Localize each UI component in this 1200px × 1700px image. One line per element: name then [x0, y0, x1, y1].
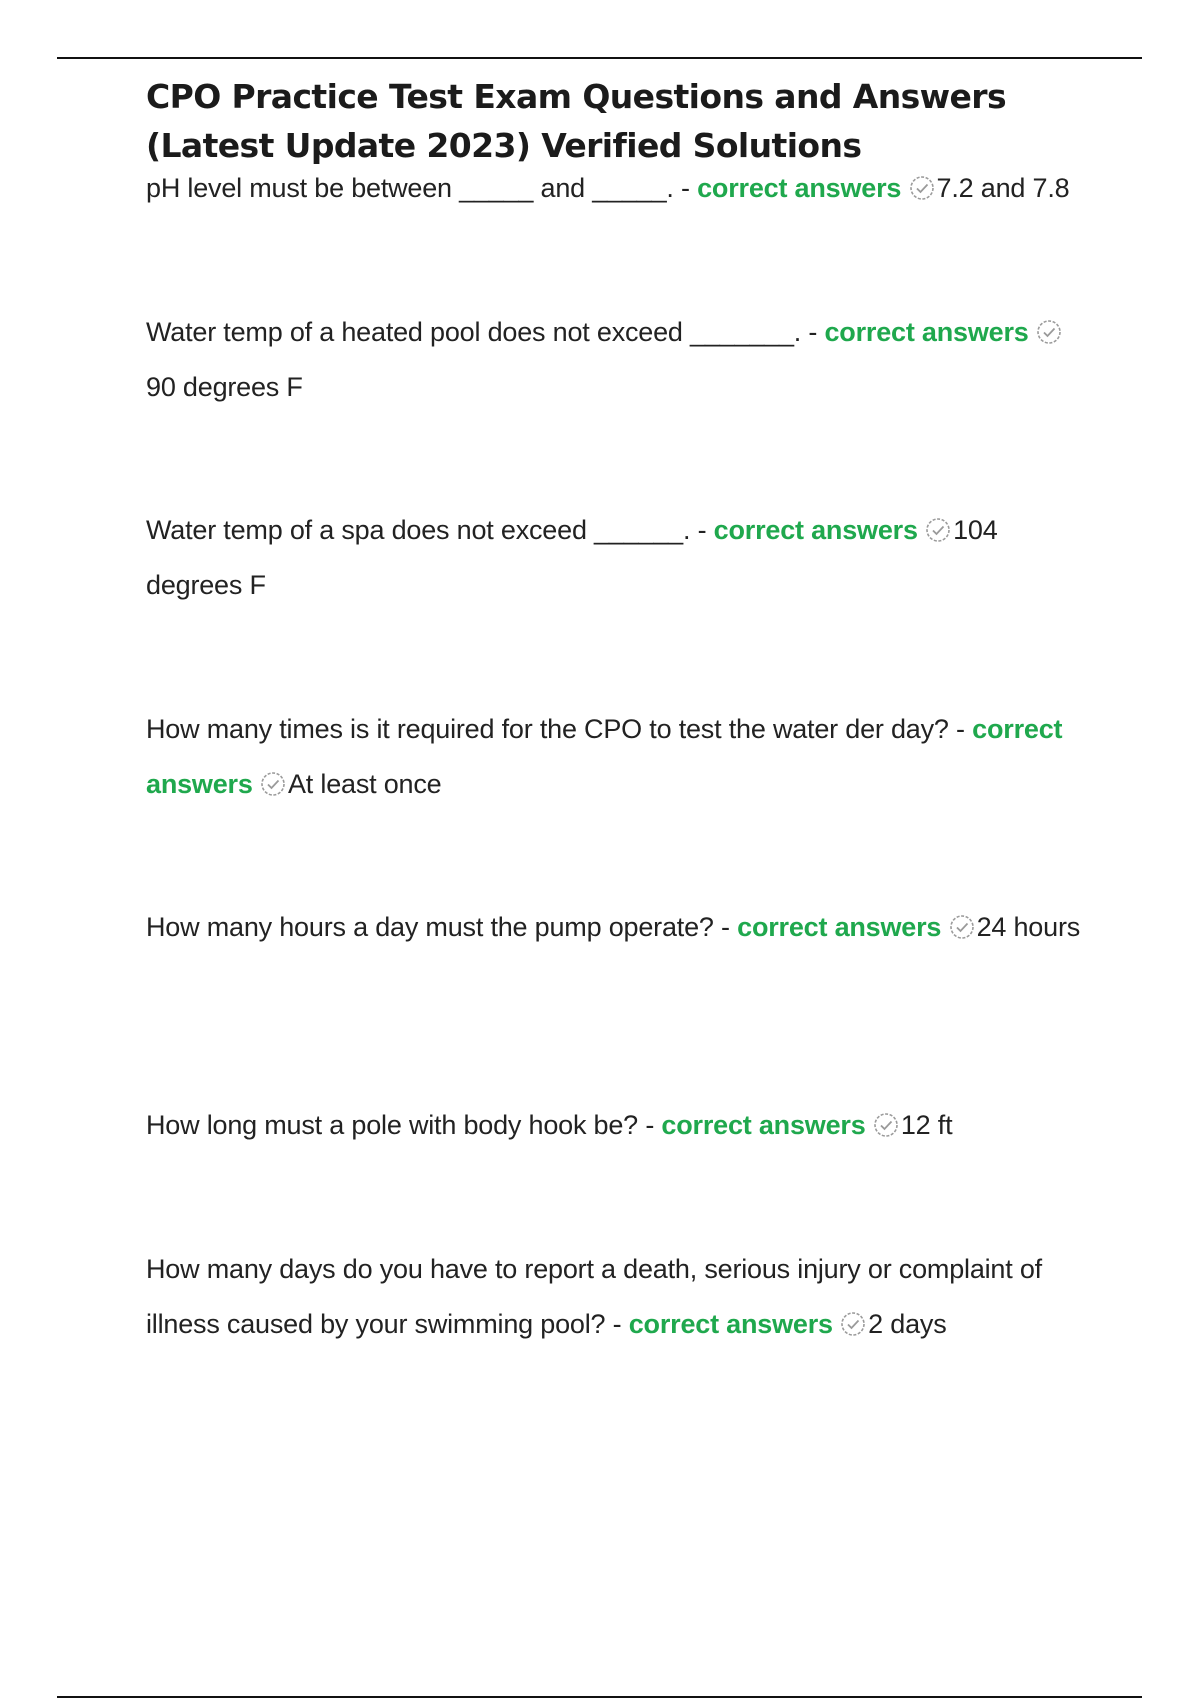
qa-item-7	[146, 1242, 1086, 1352]
question-text: How long must a pole with body hook be?	[146, 1110, 639, 1140]
question-text: How many times is it required for the CPO to test the water der day?	[146, 714, 949, 744]
check-badge-icon	[260, 771, 286, 797]
correct-answers-label: correct answers	[661, 1110, 866, 1140]
check-badge-icon	[1036, 319, 1062, 345]
check-badge-icon	[925, 517, 951, 543]
top-rule	[57, 57, 1142, 59]
question-text: pH level must be between _____ and _____.	[146, 173, 674, 203]
separator: -	[673, 173, 698, 203]
answer-text: 2 days	[868, 1309, 947, 1339]
question-text: How many hours a day must the pump operate?	[146, 912, 714, 942]
separator: -	[690, 515, 714, 545]
qa-item-3	[146, 503, 1086, 613]
qa-item-5	[146, 900, 1086, 955]
correct-answers-label: correct answers	[697, 173, 902, 203]
correct-answers-label: correct answers	[146, 714, 1063, 799]
answer-text: 12 ft	[900, 1110, 953, 1140]
check-badge-icon	[949, 914, 975, 940]
correct-answers-label: correct answers	[737, 912, 942, 942]
question-text: How many days do you have to report a death, serious injury or complaint of illness caused by your swimming pool?	[146, 1254, 1042, 1339]
qa-item-4	[146, 702, 1086, 812]
bottom-rule	[57, 1696, 1142, 1698]
qa-item-6	[146, 1098, 1086, 1153]
document-title: CPO Practice Test Exam Questions and Answers (Latest Update 2023) Verified Solutions	[146, 77, 1007, 165]
answer-text: 90 degrees F	[146, 372, 303, 402]
correct-answers-label: correct answers	[824, 317, 1029, 347]
answer-text: 7.2 and 7.8	[936, 173, 1070, 203]
answer-text: 104 degrees F	[146, 515, 998, 600]
correct-answers-label: correct answers	[713, 515, 918, 545]
question-text: Water temp of a spa does not exceed ______.	[146, 515, 691, 545]
separator: -	[713, 912, 738, 942]
qa-item-2	[146, 305, 1086, 415]
qa-item-1	[146, 161, 1086, 216]
question-text: Water temp of a heated pool does not exceed _______.	[146, 317, 802, 347]
check-badge-icon	[909, 175, 935, 201]
separator: -	[948, 714, 973, 744]
document-body	[146, 72, 1086, 1339]
check-badge-icon	[873, 1112, 899, 1138]
separator: -	[638, 1110, 662, 1140]
answer-text: 24 hours	[976, 912, 1081, 942]
correct-answers-label: correct answers	[628, 1309, 833, 1339]
separator: -	[801, 317, 825, 347]
check-badge-icon	[840, 1311, 866, 1337]
separator: -	[605, 1309, 629, 1339]
answer-text: At least once	[287, 769, 442, 799]
